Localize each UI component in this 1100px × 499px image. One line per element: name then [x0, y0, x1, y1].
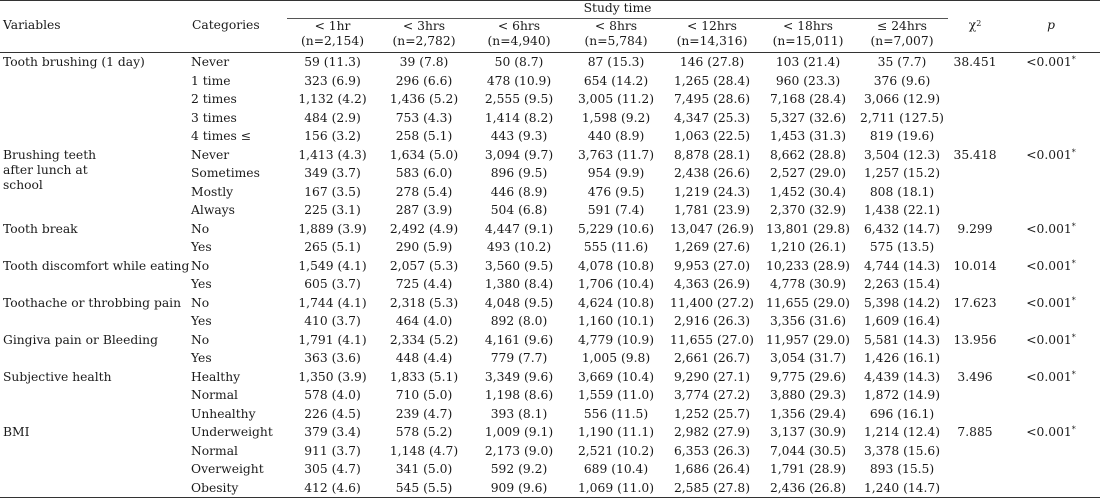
header-column-n: (n=2,154) — [300, 34, 365, 48]
header-column-n: (n=4,940) — [487, 34, 551, 48]
count-percent-cell: 446 (8.9) — [490, 184, 548, 199]
table-row — [0, 331, 1100, 350]
header-column-n: (n=5,784) — [584, 34, 648, 48]
count-percent-cell: 1,426 (16.1) — [863, 351, 941, 365]
chi-square-value: 35.418 — [953, 147, 997, 162]
chi-square-value: 13.956 — [953, 332, 997, 347]
count-percent-cell: 1,069 (11.0) — [568, 479, 664, 498]
count-percent-cell: 341 (5.0) — [395, 462, 453, 476]
table-row — [0, 220, 1100, 239]
count-percent-cell: 753 (4.3) — [395, 110, 453, 125]
count-percent-cell: 412 (4.6) — [287, 479, 378, 498]
count-percent-cell: 2,527 (29.0) — [769, 166, 847, 180]
category-label: Unhealthy — [191, 406, 256, 421]
count-percent-cell: 225 (3.1) — [304, 203, 361, 217]
p-value — [1002, 349, 1100, 368]
count-percent-cell: 103 (21.4) — [775, 55, 841, 69]
header-column-label: < 3hrs — [402, 19, 446, 33]
count-percent-cell: 4,439 (14.3) — [863, 369, 941, 384]
count-percent-cell: 1,063 (22.5) — [673, 129, 751, 143]
header-column-label: < 1hr — [314, 19, 351, 33]
category-label: Always — [191, 203, 235, 217]
count-percent-cell: 1,219 (24.3) — [673, 184, 751, 199]
count-percent-cell: 893 (15.5) — [869, 462, 935, 476]
category-label: Mostly — [191, 184, 234, 199]
chi-square-value: 9.299 — [957, 221, 993, 236]
count-percent-cell: 305 (4.7) — [304, 462, 361, 476]
count-percent-cell: 2,334 (5.2) — [389, 332, 459, 347]
count-percent-cell: 556 (11.5) — [583, 406, 649, 421]
count-percent-cell: 478 (10.9) — [486, 73, 552, 88]
count-percent-cell: 440 (8.9) — [587, 129, 645, 143]
count-percent-cell: 484 (2.9) — [304, 110, 361, 125]
chi-square-value — [948, 479, 1002, 498]
count-percent-cell: 13,801 (29.8) — [766, 221, 850, 236]
p-value — [1002, 238, 1100, 257]
header-column-label: ≤ 24hrs — [877, 19, 927, 33]
count-percent-cell: 896 (9.5) — [490, 166, 548, 180]
count-percent-cell: 819 (19.6) — [869, 129, 935, 143]
count-percent-cell: 1,240 (14.7) — [856, 479, 948, 498]
count-percent-cell: 4,744 (14.3) — [863, 258, 941, 273]
table-row — [0, 423, 1100, 442]
category-label: 4 times ≤ — [191, 129, 252, 143]
count-percent-cell: 911 (3.7) — [304, 443, 361, 458]
count-percent-cell: 1,269 (27.6) — [673, 240, 751, 254]
count-percent-cell: 1,148 (4.7) — [389, 443, 459, 458]
count-percent-cell: 2,521 (10.2) — [577, 443, 655, 458]
chi-square-value: 10.014 — [953, 258, 997, 273]
header-column-label: < 18hrs — [783, 19, 833, 33]
count-percent-cell: 2,711 (127.5) — [860, 110, 944, 125]
count-percent-cell: 1,436 (5.2) — [389, 92, 459, 106]
count-percent-cell: 379 (3.4) — [304, 425, 361, 439]
significance-marker: * — [1071, 221, 1076, 231]
category-label: Yes — [191, 277, 212, 291]
count-percent-cell: 2,370 (32.9) — [769, 203, 847, 217]
category-label: Never — [191, 55, 230, 69]
count-percent-cell: 2,661 (26.7) — [673, 351, 751, 365]
count-percent-cell: 4,363 (26.9) — [673, 277, 751, 291]
count-percent-cell: 725 (4.4) — [395, 277, 453, 291]
chi-square-value — [948, 72, 1002, 91]
category-label: Yes — [191, 240, 212, 254]
count-percent-cell: 575 (13.5) — [869, 240, 935, 254]
count-percent-cell: 226 (4.5) — [304, 406, 361, 421]
count-percent-cell: 3,094 (9.7) — [484, 147, 554, 162]
variable-name: Gingiva pain or Bleeding — [3, 332, 158, 347]
count-percent-cell: 1,414 (8.2) — [484, 110, 554, 125]
count-percent-cell: 2,057 (5.3) — [389, 258, 459, 273]
count-percent-cell: 1,132 (4.2) — [298, 92, 367, 106]
count-percent-cell: 555 (11.6) — [583, 240, 649, 254]
category-label: Yes — [191, 351, 212, 365]
count-percent-cell: 779 (7.7) — [490, 351, 548, 365]
table-row — [0, 146, 1100, 165]
category-label: No — [191, 295, 210, 310]
count-percent-cell: 2,555 (9.5) — [484, 92, 554, 106]
header-column-2 — [470, 19, 568, 53]
chi-square-value: 17.623 — [953, 295, 997, 310]
count-percent-cell: 9,953 (27.0) — [673, 258, 751, 273]
category-label: 2 times — [191, 92, 237, 106]
count-percent-cell: 1,609 (16.4) — [863, 314, 941, 328]
count-percent-cell: 1,198 (8.6) — [484, 388, 554, 402]
variable-name: Tooth break — [3, 221, 78, 236]
count-percent-cell: 545 (5.5) — [378, 479, 470, 498]
count-percent-cell: 2,585 (27.8) — [664, 479, 760, 498]
header-column-3 — [568, 19, 664, 53]
p-value: <0.001* — [1026, 258, 1076, 273]
count-percent-cell: 8,662 (28.8) — [769, 147, 847, 162]
count-percent-cell: 3,005 (11.2) — [577, 92, 655, 106]
count-percent-cell: 909 (9.6) — [470, 479, 568, 498]
header-column-n: (n=15,011) — [772, 34, 844, 48]
p-value — [1002, 386, 1100, 405]
header-column-label: < 12hrs — [687, 19, 737, 33]
count-percent-cell: 35 (7.7) — [877, 55, 927, 69]
category-label: Normal — [191, 388, 238, 402]
header-column-5 — [760, 19, 856, 53]
count-percent-cell: 11,957 (29.0) — [766, 332, 850, 347]
count-percent-cell: 10,233 (28.9) — [766, 258, 850, 273]
count-percent-cell: 1,791 (28.9) — [769, 462, 847, 476]
count-percent-cell: 3,880 (29.3) — [769, 388, 847, 402]
count-percent-cell: 892 (8.0) — [490, 314, 548, 328]
count-percent-cell: 2,438 (26.6) — [673, 166, 751, 180]
count-percent-cell: 476 (9.5) — [587, 184, 645, 199]
category-label: Sometimes — [191, 166, 260, 180]
count-percent-cell: 278 (5.4) — [395, 184, 453, 199]
count-percent-cell: 8,878 (28.1) — [673, 147, 751, 162]
chi-square-value — [948, 460, 1002, 479]
count-percent-cell: 87 (15.3) — [587, 55, 645, 69]
count-percent-cell: 393 (8.1) — [490, 406, 548, 421]
count-percent-cell: 1,214 (12.4) — [863, 425, 941, 439]
category-label: Overweight — [191, 462, 264, 476]
table-row — [0, 294, 1100, 313]
header-column-n: (n=2,782) — [392, 34, 456, 48]
count-percent-cell: 605 (3.7) — [304, 277, 361, 291]
count-percent-cell: 1,380 (8.4) — [484, 277, 554, 291]
category-label: 1 time — [191, 73, 231, 88]
count-percent-cell: 1,549 (4.1) — [298, 258, 367, 273]
chi-square-value: 38.451 — [953, 55, 997, 69]
count-percent-cell: 156 (3.2) — [304, 129, 361, 143]
count-percent-cell: 1,190 (11.1) — [577, 425, 655, 439]
p-value: <0.001* — [1026, 295, 1076, 310]
chi-square-value — [948, 405, 1002, 424]
count-percent-cell: 363 (3.6) — [304, 351, 361, 365]
category-label: Underweight — [191, 425, 273, 439]
count-percent-cell: 1,452 (30.4) — [769, 184, 847, 199]
count-percent-cell: 7,168 (28.4) — [769, 92, 847, 106]
count-percent-cell: 578 (5.2) — [395, 425, 453, 439]
p-value — [1002, 275, 1100, 294]
p-value: <0.001* — [1026, 221, 1076, 236]
count-percent-cell: 296 (6.6) — [395, 73, 453, 88]
count-percent-cell: 1,598 (9.2) — [581, 110, 651, 125]
count-percent-cell: 1,634 (5.0) — [389, 147, 459, 162]
p-value: <0.001* — [1026, 147, 1076, 162]
count-percent-cell: 464 (4.0) — [395, 314, 453, 328]
count-percent-cell: 493 (10.2) — [486, 240, 552, 254]
count-percent-cell: 583 (6.0) — [395, 166, 453, 180]
category-label: Healthy — [191, 369, 241, 384]
header-column-0 — [287, 19, 378, 53]
count-percent-cell: 2,492 (4.9) — [389, 221, 459, 236]
chi-square-value — [948, 201, 1002, 220]
count-percent-cell: 1,265 (28.4) — [673, 73, 751, 88]
category-label: Yes — [191, 314, 212, 328]
count-percent-cell: 5,229 (10.6) — [577, 221, 655, 236]
count-percent-cell: 1,356 (29.4) — [769, 406, 847, 421]
count-percent-cell: 1,889 (3.9) — [298, 221, 367, 236]
header-column-n: (n=7,007) — [870, 34, 934, 48]
count-percent-cell: 6,432 (14.7) — [863, 221, 941, 236]
count-percent-cell: 146 (27.8) — [679, 55, 745, 69]
count-percent-cell: 954 (9.9) — [587, 166, 645, 180]
chi-square-value — [948, 90, 1002, 109]
count-percent-cell: 3,137 (30.9) — [769, 425, 847, 439]
p-value — [1002, 127, 1100, 146]
variable-name: Tooth discomfort while eating — [3, 258, 190, 273]
count-percent-cell: 410 (3.7) — [304, 314, 361, 328]
count-percent-cell: 11,400 (27.2) — [670, 295, 754, 310]
p-value — [1002, 312, 1100, 331]
count-percent-cell: 167 (3.5) — [304, 184, 361, 199]
p-value — [1002, 479, 1100, 498]
count-percent-cell: 1,833 (5.1) — [389, 369, 459, 384]
count-percent-cell: 323 (6.9) — [304, 73, 361, 88]
header-p-value: p — [1002, 1, 1100, 53]
count-percent-cell: 1,413 (4.3) — [298, 147, 367, 162]
count-percent-cell: 3,774 (27.2) — [673, 388, 751, 402]
count-percent-cell: 808 (18.1) — [869, 184, 935, 199]
count-percent-cell: 710 (5.0) — [395, 388, 453, 402]
count-percent-cell: 239 (4.7) — [395, 406, 453, 421]
header-column-label: < 8hrs — [594, 19, 638, 33]
p-value: <0.001* — [1026, 332, 1076, 347]
count-percent-cell: 287 (3.9) — [395, 203, 453, 217]
count-percent-cell: 4,447 (9.1) — [484, 221, 554, 236]
count-percent-cell: 2,173 (9.0) — [484, 443, 554, 458]
count-percent-cell: 443 (9.3) — [490, 129, 548, 143]
count-percent-cell: 265 (5.1) — [304, 240, 361, 254]
count-percent-cell: 4,779 (10.9) — [577, 332, 655, 347]
count-percent-cell: 504 (6.8) — [490, 203, 548, 217]
count-percent-cell: 1,350 (3.9) — [298, 369, 367, 384]
count-percent-cell: 4,778 (30.9) — [769, 277, 847, 291]
count-percent-cell: 448 (4.4) — [395, 351, 453, 365]
table-row — [0, 368, 1100, 387]
count-percent-cell: 9,290 (27.1) — [673, 369, 751, 384]
header-study-time: Study time — [287, 1, 948, 19]
significance-marker: * — [1071, 147, 1076, 157]
count-percent-cell: 7,495 (28.6) — [673, 92, 751, 106]
category-label: No — [191, 221, 210, 236]
variable-name: Toothache or throbbing pain — [3, 295, 182, 310]
count-percent-cell: 1,872 (14.9) — [863, 388, 941, 402]
variable-name: Brushing teeth after lunch at school — [3, 147, 97, 192]
count-percent-cell: 4,161 (9.6) — [484, 332, 554, 347]
count-percent-cell: 39 (7.8) — [399, 55, 449, 69]
chi-square-value — [948, 349, 1002, 368]
count-percent-cell: 50 (8.7) — [494, 55, 544, 69]
count-percent-cell: 3,066 (12.9) — [863, 92, 941, 106]
chi-square-value — [948, 312, 1002, 331]
count-percent-cell: 3,378 (15.6) — [863, 443, 941, 458]
category-label: No — [191, 332, 210, 347]
count-percent-cell: 654 (14.2) — [583, 73, 649, 88]
count-percent-cell: 1,559 (11.0) — [577, 388, 655, 402]
count-percent-cell: 1,744 (4.1) — [298, 295, 367, 310]
table-row — [0, 257, 1100, 276]
count-percent-cell: 960 (23.3) — [775, 73, 841, 88]
p-value — [1002, 90, 1100, 109]
p-value — [1002, 109, 1100, 128]
count-percent-cell: 4,347 (25.3) — [673, 110, 751, 125]
chi-square-value — [948, 386, 1002, 405]
count-percent-cell: 349 (3.7) — [304, 166, 361, 180]
chi-square-value: 3.496 — [957, 369, 993, 384]
significance-marker: * — [1071, 258, 1076, 268]
count-percent-cell: 59 (11.3) — [304, 55, 361, 69]
significance-marker: * — [1071, 332, 1076, 342]
count-percent-cell: 6,353 (26.3) — [673, 443, 751, 458]
chi-square-value — [948, 127, 1002, 146]
p-value — [1002, 201, 1100, 220]
count-percent-cell: 290 (5.9) — [395, 240, 453, 254]
header-categories: Categories — [189, 1, 287, 53]
count-percent-cell: 1,791 (4.1) — [298, 332, 367, 347]
significance-marker: * — [1071, 295, 1076, 305]
variable-name: Tooth brushing (1 day) — [3, 55, 145, 69]
count-percent-cell: 578 (4.0) — [304, 388, 361, 402]
significance-marker: * — [1071, 369, 1076, 379]
chi-square-value — [948, 183, 1002, 202]
p-value — [1002, 164, 1100, 183]
p-value: <0.001* — [1026, 55, 1076, 69]
chi-square-value — [948, 109, 1002, 128]
table-row — [0, 53, 1100, 72]
count-percent-cell: 3,669 (10.4) — [577, 369, 655, 384]
variable-name: Subjective health — [3, 369, 112, 384]
header-column-4 — [664, 19, 760, 53]
count-percent-cell: 592 (9.2) — [490, 462, 548, 476]
category-label: Never — [191, 147, 230, 162]
p-value — [1002, 405, 1100, 424]
header-column-6 — [856, 19, 948, 53]
count-percent-cell: 2,263 (15.4) — [863, 277, 941, 291]
count-percent-cell: 13,047 (26.9) — [670, 221, 754, 236]
count-percent-cell: 4,624 (10.8) — [577, 295, 655, 310]
count-percent-cell: 3,763 (11.7) — [577, 147, 655, 162]
count-percent-cell: 1,686 (26.4) — [673, 462, 751, 476]
p-value: <0.001* — [1026, 425, 1076, 439]
count-percent-cell: 1,210 (26.1) — [769, 240, 847, 254]
variable-name: BMI — [0, 423, 189, 498]
count-percent-cell: 7,044 (30.5) — [769, 443, 847, 458]
category-label: 3 times — [191, 110, 237, 125]
count-percent-cell: 11,655 (29.0) — [766, 295, 850, 310]
header-column-1 — [378, 19, 470, 53]
count-percent-cell: 4,078 (10.8) — [577, 258, 655, 273]
chi-square-value — [948, 164, 1002, 183]
p-value — [1002, 72, 1100, 91]
count-percent-cell: 11,655 (27.0) — [670, 332, 754, 347]
count-percent-cell: 2,982 (27.9) — [673, 425, 751, 439]
count-percent-cell: 696 (16.1) — [869, 406, 935, 421]
chi-square-value — [948, 238, 1002, 257]
header-column-label: < 6hrs — [497, 19, 541, 33]
count-percent-cell: 1,781 (23.9) — [673, 203, 751, 217]
count-percent-cell: 1,706 (10.4) — [577, 277, 655, 291]
header-variables: Variables — [0, 1, 189, 53]
count-percent-cell: 689 (10.4) — [583, 462, 649, 476]
significance-marker: * — [1071, 55, 1076, 64]
count-percent-cell: 376 (9.6) — [873, 73, 931, 88]
p-value — [1002, 442, 1100, 461]
category-label: Obesity — [189, 479, 287, 498]
count-percent-cell: 1,252 (25.7) — [673, 406, 751, 421]
count-percent-cell: 2,916 (26.3) — [673, 314, 751, 328]
chi-square-value: 7.885 — [957, 425, 993, 439]
chi-square-value — [948, 275, 1002, 294]
count-percent-cell: 1,160 (10.1) — [577, 314, 655, 328]
header-column-n: (n=14,316) — [676, 34, 748, 48]
category-label: No — [191, 258, 210, 273]
count-percent-cell: 1,257 (15.2) — [863, 166, 941, 180]
category-label: Normal — [191, 443, 238, 458]
count-percent-cell: 5,398 (14.2) — [863, 295, 941, 310]
count-percent-cell: 5,327 (32.6) — [769, 110, 847, 125]
count-percent-cell: 5,581 (14.3) — [863, 332, 941, 347]
count-percent-cell: 1,009 (9.1) — [484, 425, 554, 439]
count-percent-cell: 2,318 (5.3) — [389, 295, 459, 310]
count-percent-cell: 2,436 (26.8) — [760, 479, 856, 498]
chi-square-value — [948, 442, 1002, 461]
count-percent-cell: 3,560 (9.5) — [484, 258, 554, 273]
count-percent-cell: 1,438 (22.1) — [863, 203, 941, 217]
p-value: <0.001* — [1026, 369, 1076, 384]
significance-marker: * — [1071, 425, 1076, 434]
p-value — [1002, 460, 1100, 479]
count-percent-cell: 1,005 (9.8) — [581, 351, 651, 365]
header-chi-square: $\chi^2$ — [948, 1, 1002, 53]
p-value — [1002, 183, 1100, 202]
count-percent-cell: 258 (5.1) — [395, 129, 453, 143]
count-percent-cell: 3,054 (31.7) — [769, 351, 847, 365]
count-percent-cell: 3,504 (12.3) — [863, 147, 941, 162]
count-percent-cell: 9,775 (29.6) — [769, 369, 847, 384]
count-percent-cell: 3,349 (9.6) — [484, 369, 554, 384]
count-percent-cell: 591 (7.4) — [587, 203, 645, 217]
count-percent-cell: 1,453 (31.3) — [769, 129, 847, 143]
count-percent-cell: 3,356 (31.6) — [769, 314, 847, 328]
count-percent-cell: 4,048 (9.5) — [484, 295, 554, 310]
